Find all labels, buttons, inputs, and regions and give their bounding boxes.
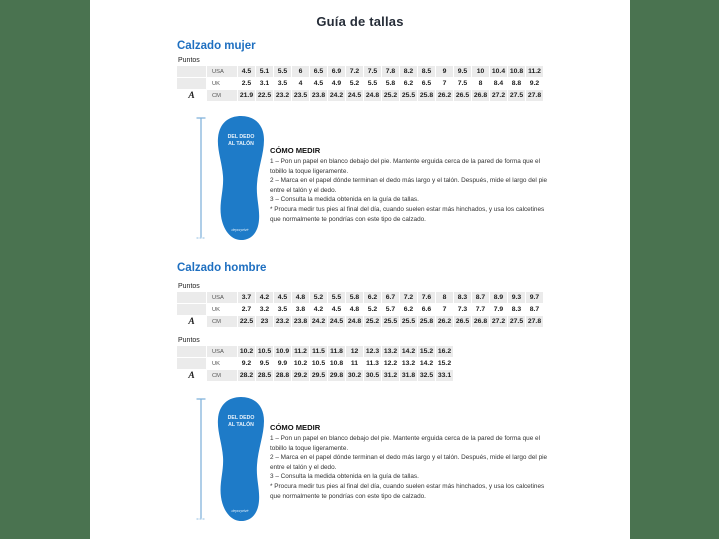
how-to-note: * Procura medir tus pies al final del día, cuando suelen estar más hinchados, y usa los calcetines que normalmente te pondrías con este tipo de calzado. [270,206,545,223]
size-value: 24.2 [310,316,328,328]
size-value: 3.8 [292,304,310,316]
women-size-table [177,57,544,102]
how-to-step-1: 1 – Pon un papel en blanco debajo del pie. Mantente erguida cerca de la pared de forma que el tobillo la toque ligeramente. [270,158,541,175]
size-value: 5.2 [346,78,364,90]
size-value: 5.5 [274,66,292,78]
size-value: 10.5 [310,358,328,370]
brand-wordmark: deporprivé [231,228,249,232]
size-value: 4.5 [328,304,346,316]
size-value: 4.5 [310,78,328,90]
size-value: 24.2 [328,90,346,102]
size-value: 25.2 [382,90,400,102]
size-value: 7 [436,78,454,90]
size-value: 9.5 [256,358,274,370]
how-to-measure-heading: CÓMO MEDIR [270,423,321,432]
size-value: 9.9 [274,358,292,370]
unit-label: CM [207,370,238,382]
size-value: 32.5 [418,370,436,382]
size-value: 24.5 [346,90,364,102]
puntos-label: Puntos [178,57,200,64]
measure-letter: A [177,370,207,382]
size-value: 28.2 [238,370,256,382]
foot-diagram-svg [195,114,273,242]
size-value: 12.3 [364,346,382,358]
size-value: 10.2 [292,358,310,370]
unit-label: UK [207,78,238,90]
size-value: 15.2 [418,346,436,358]
size-value: 10.5 [256,346,274,358]
size-value: 3.5 [274,304,292,316]
size-value: 3.7 [238,292,256,304]
size-row-uk [177,78,544,90]
size-value: 8.9 [490,292,508,304]
row-spacer-cell [177,304,207,316]
size-row-cm [177,316,544,328]
size-value: 13.2 [382,346,400,358]
how-to-measure-heading: CÓMO MEDIR [270,146,321,155]
size-value: 27.5 [508,316,526,328]
size-value: 8 [472,78,490,90]
size-value: 11.5 [310,346,328,358]
size-value: 6.5 [310,66,328,78]
size-value: 8.7 [526,304,544,316]
size-value: 33.1 [436,370,454,382]
size-value: 14.2 [400,346,418,358]
unit-label: USA [207,66,238,78]
size-value: 4.9 [328,78,346,90]
how-to-step-3: 3 – Consulta la medida obtenida en la guía de tallas. [270,473,419,481]
size-value: 6 [292,66,310,78]
size-value: 7.2 [400,292,418,304]
size-value: 9.5 [454,66,472,78]
size-value: 6.5 [418,78,436,90]
size-value: 22.5 [256,90,274,102]
size-value: 29.5 [310,370,328,382]
size-value: 23.8 [310,90,328,102]
size-value: 28.5 [256,370,274,382]
size-value: 10.4 [490,66,508,78]
size-value: 7.9 [490,304,508,316]
size-value: 6.7 [382,292,400,304]
measure-letter: A [177,316,207,328]
toe-to-heel-label-line1: DEL DEDO [227,415,255,421]
size-value: 25.5 [400,90,418,102]
size-value: 8.4 [490,78,508,90]
size-value: 30.5 [364,370,382,382]
size-value: 7.5 [454,78,472,90]
size-value: 4.5 [274,292,292,304]
size-value: 8.5 [418,66,436,78]
size-value: 3.5 [274,78,292,90]
size-value: 7.7 [472,304,490,316]
size-value: 11.3 [364,358,382,370]
how-to-measure-men [270,423,556,501]
size-row-usa [177,292,544,304]
size-value: 24.5 [328,316,346,328]
size-value: 4.8 [292,292,310,304]
size-value: 7.3 [454,304,472,316]
size-value: 23.2 [274,316,292,328]
size-value: 8.3 [508,304,526,316]
size-value: 12 [346,346,364,358]
size-value: 24.8 [346,316,364,328]
size-value: 6.2 [364,292,382,304]
size-row-uk [177,304,544,316]
puntos-label: Puntos [178,283,200,290]
size-value: 3.1 [256,78,274,90]
size-value: 13.2 [400,358,418,370]
size-value: 11 [346,358,364,370]
size-value: 26.2 [436,90,454,102]
size-value: 25.8 [418,316,436,328]
size-value: 9.2 [238,358,256,370]
size-value: 9 [436,66,454,78]
size-value: 27.2 [490,316,508,328]
size-value: 30.2 [346,370,364,382]
size-value: 15.2 [436,358,454,370]
men-size-table-large [177,337,454,382]
size-value: 23.2 [274,90,292,102]
size-value: 16.2 [436,346,454,358]
size-value: 5.7 [382,304,400,316]
size-value: 7.2 [346,66,364,78]
size-value: 9.7 [526,292,544,304]
size-value: 2.5 [238,78,256,90]
unit-label: USA [207,292,238,304]
size-value: 26.8 [472,316,490,328]
unit-label: CM [207,316,238,328]
size-table [177,346,454,382]
toe-to-heel-label-line2: AL TALÓN [228,141,254,147]
size-value: 4.5 [238,66,256,78]
size-value: 9.2 [526,78,544,90]
size-value: 4 [292,78,310,90]
section-heading-men: Calzado hombre [177,262,267,274]
size-value: 7.8 [382,66,400,78]
size-value: 6.9 [328,66,346,78]
size-value: 4.2 [310,304,328,316]
how-to-step-3: 3 – Consulta la medida obtenida en la guía de tallas. [270,196,419,204]
size-value: 10.9 [274,346,292,358]
size-value: 22.5 [238,316,256,328]
size-value: 5.5 [364,78,382,90]
foot-diagram-women [195,114,273,242]
size-value: 26.5 [454,316,472,328]
size-value: 12.2 [382,358,400,370]
size-value: 31.8 [400,370,418,382]
size-value: 10 [472,66,490,78]
size-value: 10.8 [328,358,346,370]
size-row-cm [177,90,544,102]
size-value: 11.2 [292,346,310,358]
brand-wordmark: deporprivé [231,509,249,513]
size-value: 27.5 [508,90,526,102]
size-value: 25.8 [418,90,436,102]
size-value: 11.8 [328,346,346,358]
foot-diagram-men [195,395,273,523]
size-value: 4.8 [346,304,364,316]
size-value: 29.8 [328,370,346,382]
size-value: 8.2 [400,66,418,78]
size-value: 27.2 [490,90,508,102]
size-value: 27.8 [526,90,544,102]
unit-label: CM [207,90,238,102]
size-table [177,66,544,102]
page-title: Guía de tallas [316,14,404,29]
row-spacer-cell [177,358,207,370]
size-value: 25.2 [364,316,382,328]
size-value: 11.2 [526,66,544,78]
size-value: 10.8 [508,66,526,78]
size-value: 4.2 [256,292,274,304]
size-value: 5.8 [382,78,400,90]
section-heading-women: Calzado mujer [177,40,256,52]
size-value: 23.5 [292,90,310,102]
size-value: 6.6 [418,304,436,316]
how-to-step-2: 2 – Marca en el papel dónde terminan el dedo más largo y el talón. Después, mide el largo del pie entre el talón y el dedo. [270,177,548,194]
size-value: 27.8 [526,316,544,328]
men-size-table-small [177,283,544,328]
measure-letter: A [177,90,207,102]
how-to-step-1: 1 – Pon un papel en blanco debajo del pie. Mantente erguida cerca de la pared de forma que el tobillo la toque ligeramente. [270,435,541,452]
size-row-usa [177,66,544,78]
size-value: 5.5 [328,292,346,304]
size-value: 23.8 [292,316,310,328]
size-value: 5.1 [256,66,274,78]
size-value: 3.2 [256,304,274,316]
size-value: 29.2 [292,370,310,382]
size-value: 5.2 [310,292,328,304]
size-row-usa [177,346,454,358]
size-row-cm [177,370,454,382]
row-spacer-cell [177,66,207,78]
row-spacer-cell [177,78,207,90]
unit-label: UK [207,304,238,316]
unit-label: USA [207,346,238,358]
size-value: 7.6 [418,292,436,304]
size-value: 26.2 [436,316,454,328]
size-value: 9.3 [508,292,526,304]
size-value: 28.8 [274,370,292,382]
how-to-note: * Procura medir tus pies al final del día, cuando suelen estar más hinchados, y usa los calcetines que normalmente te pondrías con este tipo de calzado. [270,483,545,500]
size-value: 26.5 [454,90,472,102]
size-value: 6.2 [400,78,418,90]
size-value: 25.5 [382,316,400,328]
size-value: 7 [436,304,454,316]
how-to-step-2: 2 – Marca en el papel dónde terminan el dedo más largo y el talón. Después, mide el largo del pie entre el talón y el dedo. [270,454,548,471]
size-value: 6.2 [400,304,418,316]
size-value: 31.2 [382,370,400,382]
size-value: 8 [436,292,454,304]
size-value: 8.7 [472,292,490,304]
toe-to-heel-label-line2: AL TALÓN [228,422,254,428]
row-spacer-cell [177,346,207,358]
foot-diagram-svg [195,395,273,523]
size-value: 8.3 [454,292,472,304]
how-to-measure-women [270,146,556,224]
size-value: 5.2 [364,304,382,316]
size-value: 7.5 [364,66,382,78]
unit-label: UK [207,358,238,370]
size-value: 25.5 [400,316,418,328]
toe-to-heel-label-line1: DEL DEDO [227,134,255,140]
size-value: 8.8 [508,78,526,90]
size-guide-sheet [90,0,630,539]
size-value: 21.9 [238,90,256,102]
row-spacer-cell [177,292,207,304]
size-value: 2.7 [238,304,256,316]
size-value: 10.2 [238,346,256,358]
puntos-label: Puntos [178,337,200,344]
size-value: 26.8 [472,90,490,102]
size-value: 24.8 [364,90,382,102]
size-value: 5.8 [346,292,364,304]
size-value: 14.2 [418,358,436,370]
size-row-uk [177,358,454,370]
size-table [177,292,544,328]
size-value: 23 [256,316,274,328]
